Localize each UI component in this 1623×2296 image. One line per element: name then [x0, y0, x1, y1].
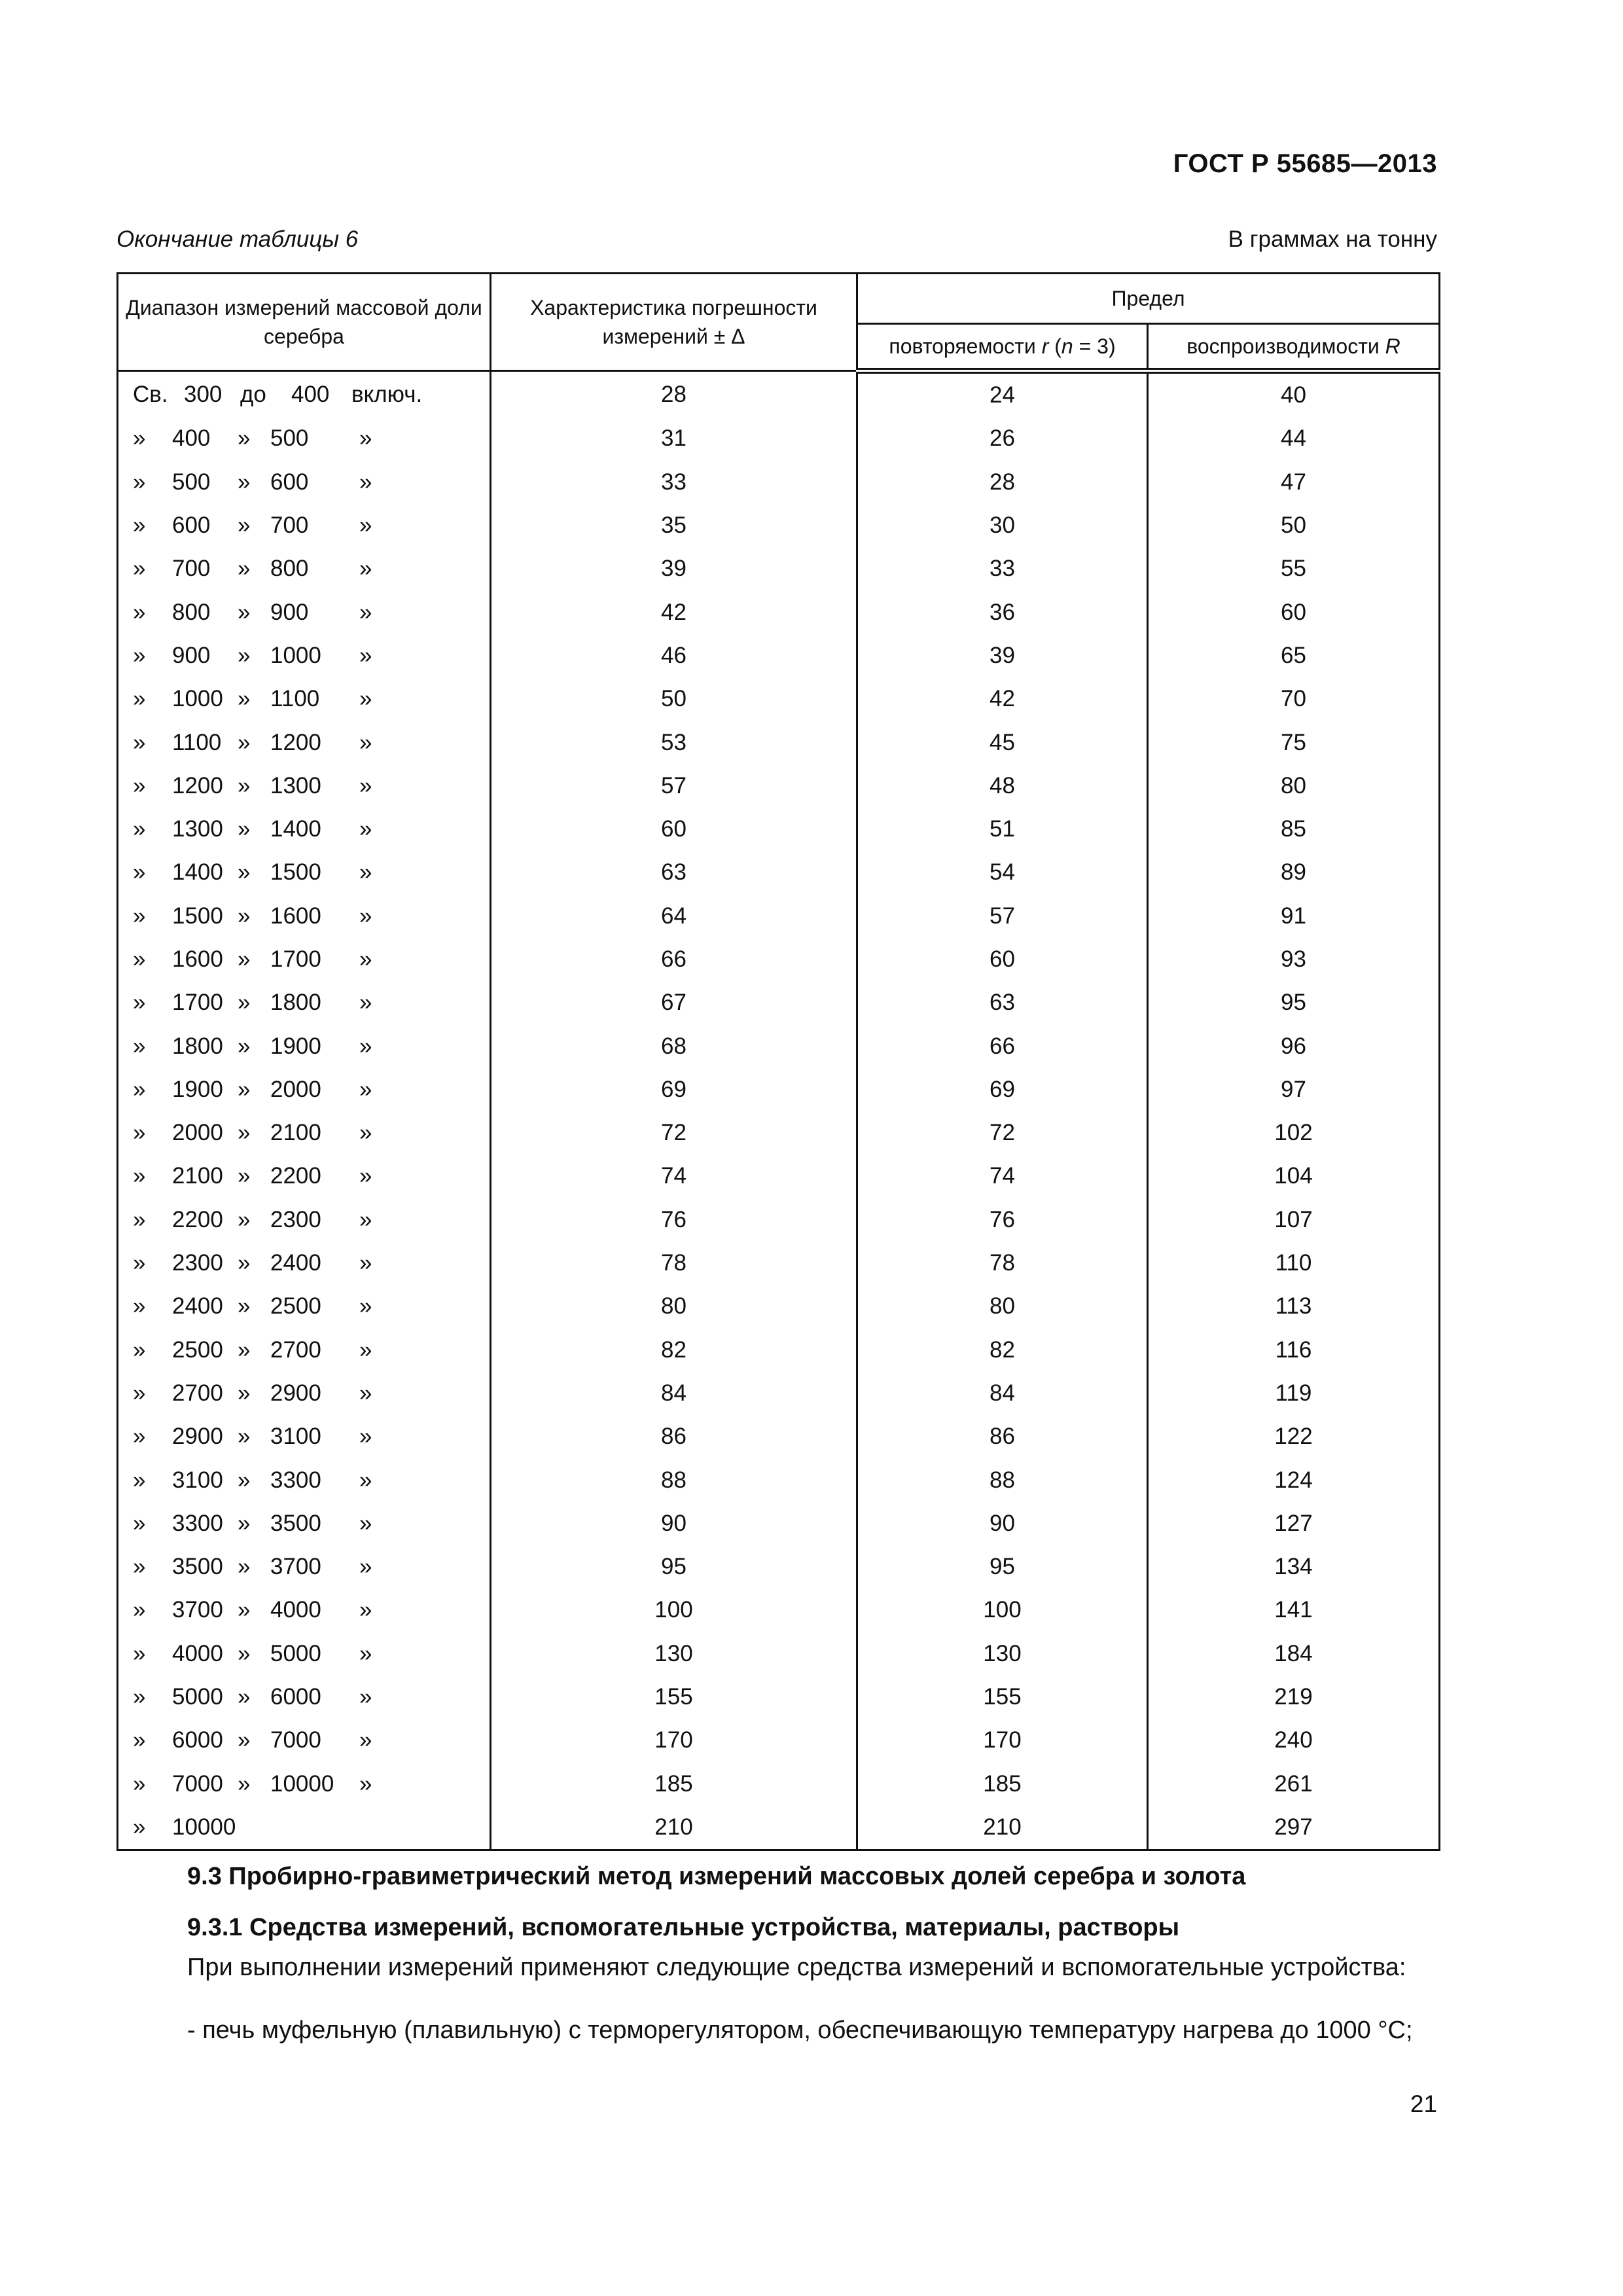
table-row — [118, 461, 1440, 504]
range-cell: » 1100 » 1200 » — [118, 721, 491, 764]
table-row — [118, 1372, 1440, 1415]
table-row — [118, 1329, 1440, 1372]
repeatability-cell: 30 — [857, 504, 1148, 547]
range-cell: » 1200 » 1300 » — [118, 764, 491, 808]
table-row — [118, 677, 1440, 721]
range-cell: » 800 » 900 » — [118, 590, 491, 634]
range-cell: » 1800 » 1900 » — [118, 1024, 491, 1067]
delta-cell: 90 — [491, 1502, 857, 1545]
repeatability-cell: 66 — [857, 1024, 1148, 1067]
range-cell: » 1300 » 1400 » — [118, 808, 491, 851]
table-row — [118, 721, 1440, 764]
range-cell: » 2500 » 2700 » — [118, 1329, 491, 1372]
delta-cell: 84 — [491, 1372, 857, 1415]
range-cell: » 600 » 700 » — [118, 504, 491, 547]
reproducibility-cell: 122 — [1148, 1415, 1440, 1458]
repeatability-cell: 130 — [857, 1632, 1148, 1676]
range-cell: » 1500 » 1600 » — [118, 895, 491, 938]
delta-cell: 63 — [491, 851, 857, 894]
table-row — [118, 1024, 1440, 1067]
repeatability-cell: 54 — [857, 851, 1148, 894]
repeatability-cell: 60 — [857, 938, 1148, 981]
range-cell: » 900 » 1000 » — [118, 634, 491, 677]
delta-cell: 78 — [491, 1242, 857, 1285]
range-cell: » 2900 » 3100 » — [118, 1415, 491, 1458]
table-body — [118, 371, 1440, 1850]
reproducibility-cell: 141 — [1148, 1588, 1440, 1632]
repeatability-cell: 26 — [857, 417, 1148, 460]
table-row — [118, 1632, 1440, 1676]
reproducibility-cell: 134 — [1148, 1545, 1440, 1588]
table-row — [118, 981, 1440, 1024]
delta-cell: 60 — [491, 808, 857, 851]
table-row — [118, 1111, 1440, 1155]
reproducibility-cell: 89 — [1148, 851, 1440, 894]
range-cell: » 3300 » 3500 » — [118, 1502, 491, 1545]
repeatability-cell: 86 — [857, 1415, 1148, 1458]
delta-cell: 39 — [491, 547, 857, 590]
table-row — [118, 1285, 1440, 1328]
reproducibility-cell: 60 — [1148, 590, 1440, 634]
range-cell: » 5000 » 6000 » — [118, 1676, 491, 1719]
reproducibility-cell: 119 — [1148, 1372, 1440, 1415]
delta-cell: 66 — [491, 938, 857, 981]
reproducibility-cell: 104 — [1148, 1155, 1440, 1198]
reproducibility-cell: 96 — [1148, 1024, 1440, 1067]
range-cell: » 6000 » 7000 » — [118, 1719, 491, 1762]
table-caption: Окончание таблицы 6 — [116, 226, 359, 252]
range-cell: » 1600 » 1700 » — [118, 938, 491, 981]
reproducibility-cell: 127 — [1148, 1502, 1440, 1545]
reproducibility-cell: 50 — [1148, 504, 1440, 547]
repeatability-cell: 95 — [857, 1545, 1148, 1588]
reproducibility-cell: 240 — [1148, 1719, 1440, 1762]
delta-cell: 95 — [491, 1545, 857, 1588]
delta-cell: 35 — [491, 504, 857, 547]
range-cell: » 4000 » 5000 » — [118, 1632, 491, 1676]
header-limit: Предел — [857, 274, 1440, 324]
table-row — [118, 851, 1440, 894]
reproducibility-cell: 107 — [1148, 1198, 1440, 1242]
paragraph: При выполнении измерений применяют следующие средства измерений и вспомогательные устройства: — [187, 1954, 1406, 1981]
reproducibility-cell: 110 — [1148, 1242, 1440, 1285]
header-reproducibility: воспроизводимости R — [1148, 324, 1440, 371]
repeatability-cell: 57 — [857, 895, 1148, 938]
repeatability-cell: 48 — [857, 764, 1148, 808]
range-cell: » 2400 » 2500 » — [118, 1285, 491, 1328]
table-row — [118, 895, 1440, 938]
delta-cell: 31 — [491, 417, 857, 460]
table-row — [118, 547, 1440, 590]
reproducibility-cell: 44 — [1148, 417, 1440, 460]
range-cell: » 1000 » 1100 » — [118, 677, 491, 721]
reproducibility-cell: 95 — [1148, 981, 1440, 1024]
reproducibility-cell: 124 — [1148, 1458, 1440, 1501]
reproducibility-cell: 55 — [1148, 547, 1440, 590]
delta-cell: 185 — [491, 1763, 857, 1806]
range-cell: » 7000 » 10000 » — [118, 1763, 491, 1806]
delta-cell: 130 — [491, 1632, 857, 1676]
reproducibility-cell: 75 — [1148, 721, 1440, 764]
table-row — [118, 1719, 1440, 1762]
delta-cell: 33 — [491, 461, 857, 504]
range-cell: » 700 » 800 » — [118, 547, 491, 590]
table-row — [118, 504, 1440, 547]
delta-cell: 86 — [491, 1415, 857, 1458]
range-cell: » 2200 » 2300 » — [118, 1198, 491, 1242]
repeatability-cell: 36 — [857, 590, 1148, 634]
table-row — [118, 1676, 1440, 1719]
range-cell: » 3100 » 3300 » — [118, 1458, 491, 1501]
table-row — [118, 634, 1440, 677]
table-row — [118, 590, 1440, 634]
table-row — [118, 1458, 1440, 1501]
delta-cell: 100 — [491, 1588, 857, 1632]
reproducibility-cell: 47 — [1148, 461, 1440, 504]
repeatability-cell: 33 — [857, 547, 1148, 590]
reproducibility-cell: 261 — [1148, 1763, 1440, 1806]
range-cell: Св. 300 до 400 включ. — [118, 371, 491, 418]
range-cell: » 2700 » 2900 » — [118, 1372, 491, 1415]
delta-cell: 210 — [491, 1806, 857, 1850]
reproducibility-cell: 113 — [1148, 1285, 1440, 1328]
repeatability-cell: 51 — [857, 808, 1148, 851]
repeatability-cell: 28 — [857, 461, 1148, 504]
table-row — [118, 1545, 1440, 1588]
repeatability-cell: 39 — [857, 634, 1148, 677]
reproducibility-cell: 97 — [1148, 1068, 1440, 1111]
table-row — [118, 1155, 1440, 1198]
delta-cell: 88 — [491, 1458, 857, 1501]
table-row — [118, 1763, 1440, 1806]
repeatability-cell: 72 — [857, 1111, 1148, 1155]
delta-cell: 64 — [491, 895, 857, 938]
delta-cell: 170 — [491, 1719, 857, 1762]
range-cell: » 2100 » 2200 » — [118, 1155, 491, 1198]
reproducibility-cell: 184 — [1148, 1632, 1440, 1676]
header-range: Диапазон измерений массовой доли серебра — [118, 274, 491, 371]
table-row — [118, 1415, 1440, 1458]
repeatability-cell: 84 — [857, 1372, 1148, 1415]
reproducibility-cell: 297 — [1148, 1806, 1440, 1850]
paragraph: - печь муфельную (плавильную) с терморегулятором, обеспечивающую температуру нагрева до 1000 °С; — [187, 2017, 1413, 2044]
range-cell: » 10000 — [118, 1806, 491, 1850]
reproducibility-cell: 70 — [1148, 677, 1440, 721]
repeatability-cell: 80 — [857, 1285, 1148, 1328]
repeatability-cell: 185 — [857, 1763, 1148, 1806]
range-cell: » 3700 » 4000 » — [118, 1588, 491, 1632]
table-row — [118, 417, 1440, 460]
reproducibility-cell: 65 — [1148, 634, 1440, 677]
repeatability-cell: 210 — [857, 1806, 1148, 1850]
header-repeatability: повторяемости r (n = 3) — [857, 324, 1148, 371]
data-table — [116, 272, 1440, 1851]
table-row — [118, 1502, 1440, 1545]
table-row — [118, 808, 1440, 851]
table-row — [118, 371, 1440, 418]
repeatability-cell: 45 — [857, 721, 1148, 764]
table-row — [118, 1068, 1440, 1111]
range-cell: » 400 » 500 » — [118, 417, 491, 460]
repeatability-cell: 170 — [857, 1719, 1148, 1762]
delta-cell: 74 — [491, 1155, 857, 1198]
range-cell: » 500 » 600 » — [118, 461, 491, 504]
repeatability-cell: 76 — [857, 1198, 1148, 1242]
delta-cell: 50 — [491, 677, 857, 721]
range-cell: » 3500 » 3700 » — [118, 1545, 491, 1588]
document-code: ГОСТ Р 55685—2013 — [1173, 149, 1437, 178]
units-label: В граммах на тонну — [1228, 226, 1437, 252]
reproducibility-cell: 102 — [1148, 1111, 1440, 1155]
table-row — [118, 1242, 1440, 1285]
subsection-title: 9.3.1 Средства измерений, вспомогательные устройства, материалы, растворы — [187, 1914, 1180, 1941]
page-number: 21 — [1410, 2090, 1437, 2117]
repeatability-cell: 82 — [857, 1329, 1148, 1372]
reproducibility-cell: 219 — [1148, 1676, 1440, 1719]
delta-cell: 68 — [491, 1024, 857, 1067]
repeatability-cell: 88 — [857, 1458, 1148, 1501]
reproducibility-cell: 85 — [1148, 808, 1440, 851]
reproducibility-cell: 40 — [1148, 371, 1440, 418]
table-row — [118, 1198, 1440, 1242]
range-cell: » 1700 » 1800 » — [118, 981, 491, 1024]
delta-cell: 53 — [491, 721, 857, 764]
table-row — [118, 1588, 1440, 1632]
delta-cell: 28 — [491, 371, 857, 418]
range-cell: » 1400 » 1500 » — [118, 851, 491, 894]
delta-cell: 69 — [491, 1068, 857, 1111]
range-cell: » 2300 » 2400 » — [118, 1242, 491, 1285]
repeatability-cell: 63 — [857, 981, 1148, 1024]
repeatability-cell: 90 — [857, 1502, 1148, 1545]
table-row — [118, 1806, 1440, 1850]
delta-cell: 57 — [491, 764, 857, 808]
repeatability-cell: 78 — [857, 1242, 1148, 1285]
reproducibility-cell: 93 — [1148, 938, 1440, 981]
repeatability-cell: 24 — [857, 371, 1148, 418]
reproducibility-cell: 80 — [1148, 764, 1440, 808]
section-title: 9.3 Пробирно-гравиметрический метод измерений массовых долей серебра и золота — [187, 1863, 1246, 1890]
delta-cell: 46 — [491, 634, 857, 677]
delta-cell: 76 — [491, 1198, 857, 1242]
delta-cell: 80 — [491, 1285, 857, 1328]
delta-cell: 82 — [491, 1329, 857, 1372]
delta-cell: 42 — [491, 590, 857, 634]
table-row — [118, 764, 1440, 808]
reproducibility-cell: 91 — [1148, 895, 1440, 938]
table-row — [118, 938, 1440, 981]
range-cell: » 2000 » 2100 » — [118, 1111, 491, 1155]
repeatability-cell: 74 — [857, 1155, 1148, 1198]
range-cell: » 1900 » 2000 » — [118, 1068, 491, 1111]
delta-cell: 72 — [491, 1111, 857, 1155]
repeatability-cell: 69 — [857, 1068, 1148, 1111]
repeatability-cell: 155 — [857, 1676, 1148, 1719]
header-error: Характеристика погрешности измерений ± Δ — [491, 274, 857, 371]
repeatability-cell: 42 — [857, 677, 1148, 721]
reproducibility-cell: 116 — [1148, 1329, 1440, 1372]
delta-cell: 67 — [491, 981, 857, 1024]
repeatability-cell: 100 — [857, 1588, 1148, 1632]
delta-cell: 155 — [491, 1676, 857, 1719]
